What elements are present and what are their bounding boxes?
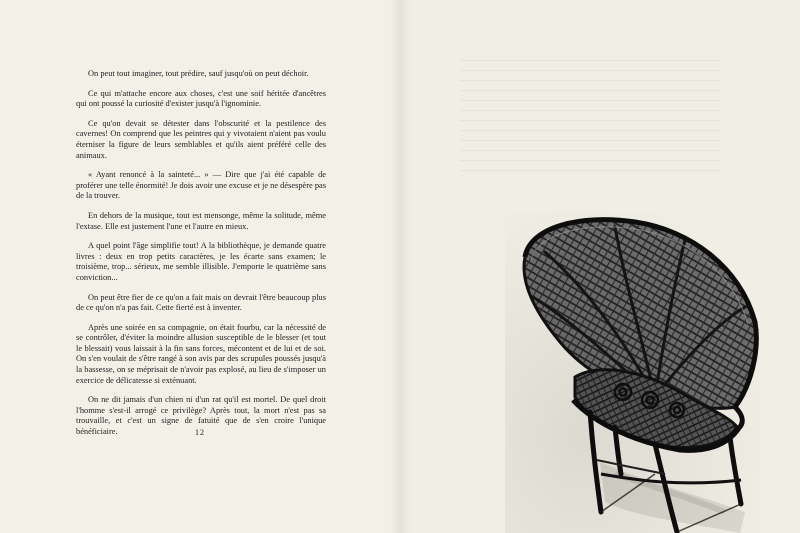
paragraph: Ce qu'on devait se détester dans l'obscurité et la pestilence des cavernes! On comprend que les peintres qui y vivotaient n'aient pas voulu éterniser la figure de leurs semblables et qu'ils aient préféré celle des animaux. (76, 118, 326, 160)
wicker-chair-illustration (505, 212, 760, 533)
paragraph: Après une soirée en sa compagnie, on était fourbu, car la nécessité de se contrôler, d'éviter la moindre allusion susceptible de le blesser (et tout le blessait) vous laissait à la fin sans forces, mécontent et de lui et de soi. On s'en voulait de s'être rangé à son avis par des scrupules poussés jusqu'à la bassesse, on se méprisait de n'avoir pas explosé, au lieu de s'imposer un exercice de délicatesse si exténuant. (76, 322, 326, 385)
paragraph: « Ayant renoncé à la sainteté... » — Dire que j'ai été capable de proférer une telle énormité! Je dois avoir une excuse et je ne désespère pas de la trouver. (76, 170, 326, 201)
page-number: 12 (195, 428, 205, 437)
paragraph: En dehors de la musique, tout est mensonge, même la solitude, même l'extase. Elle est justement l'une et l'autre en mieux. (76, 210, 326, 231)
paragraph: On ne dit jamais d'un chien ni d'un rat qu'il est mortel. De quel droit l'homme s'est-il arrogé ce privilège? Après tout, la mort n'est pas sa trouvaille, et c'est un signe de fatuité que de s'en croire l'unique bénéficiaire. (76, 395, 326, 437)
text-block (76, 69, 326, 447)
paragraph: On peut tout imaginer, tout prédire, sauf jusqu'où on peut déchoir. (88, 69, 309, 78)
paragraph: Ce qui m'attache encore aux choses, c'est une soif héritée d'ancêtres qui ont poussé la curiosité d'exister jusqu'à l'ignominie. (76, 88, 326, 109)
paragraph: A quel point l'âge simplifie tout! A la bibliothèque, je demande quatre livres : deux en trop petits caractères, je les écarte sans examen; le troisième, trop... sérieux, me semble illisible. J'emporte le quatrième sans conviction... (76, 241, 326, 282)
paragraph: On peut être fier de ce qu'on a fait mais on devrait l'être beaucoup plus de ce qu'on n'a pas fait. Cette fierté est à inventer. (76, 292, 326, 313)
book-gutter (390, 0, 410, 533)
